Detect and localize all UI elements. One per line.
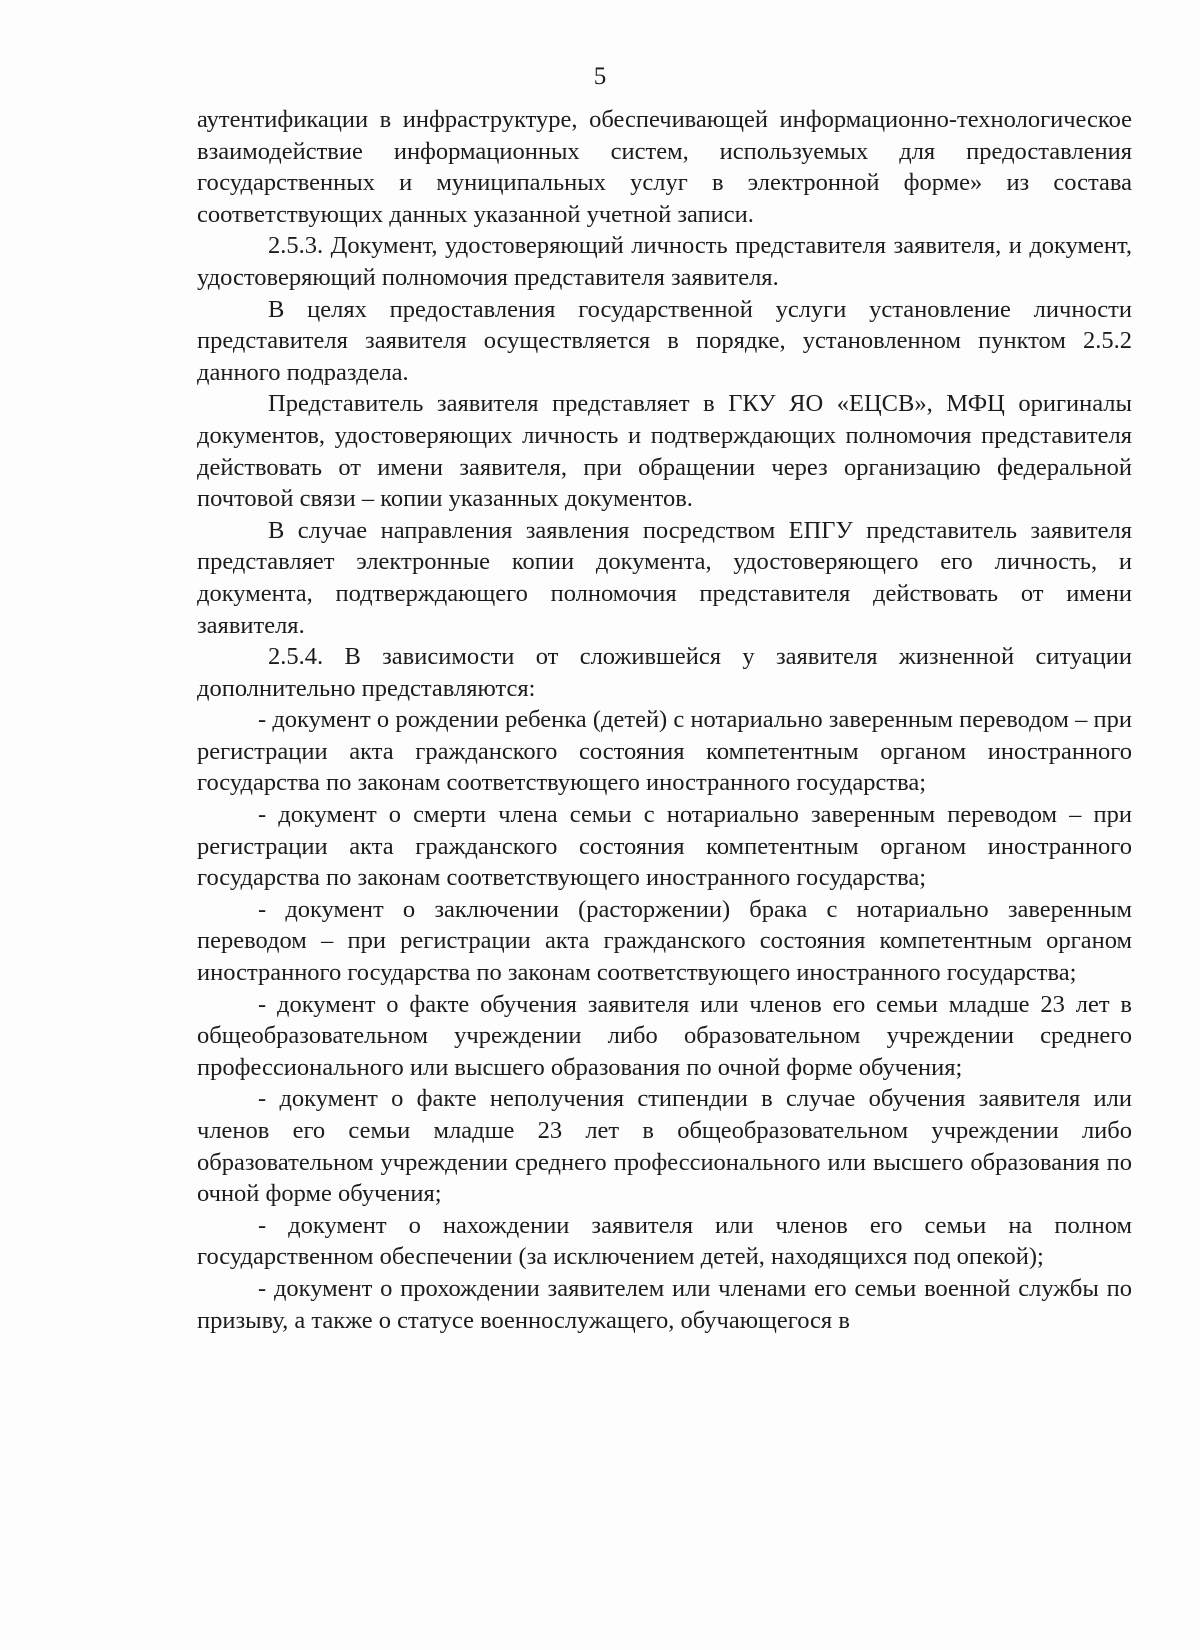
paragraph-representative-originals: Представитель заявителя представляет в ГКУ ЯО «ЕЦСВ», МФЦ оригиналы документов, удостоверяющих личность и подтверждающих полномочия представителя действовать от имени заявителя, при обращении через организацию федеральной почтовой связи – копии указанных документов. [197, 390, 1132, 513]
paragraph-epgu-copies: В случае направления заявления посредством ЕПГУ представитель заявителя представляет электронные копии документа, удостоверяющего его личность, и документа, подтверждающего полномочия представителя действовать от имени заявителя. [197, 516, 1132, 639]
list-item-military-service-document: - документ о прохождении заявителем или членами его семьи военной службы по призыву, а также о статусе военнослужащего, обучающегося в [197, 1274, 1132, 1334]
list-item-state-support-document: - документ о нахождении заявителя или членов его семьи на полном государственном обеспечении (за исключением детей, находящихся под опекой); [197, 1211, 1132, 1271]
page-number: 5 [593, 63, 607, 90]
list-item-scholarship-document: - документ о факте неполучения стипендии в случае обучения заявителя или членов его семьи младше 23 лет в общеобразовательном учреждении либо образовательном учреждении среднего профессионального или высшего образования по очной форме обучения; [197, 1085, 1132, 1208]
paragraph-item-2-5-4: 2.5.4. В зависимости от сложившейся у заявителя жизненной ситуации дополнительно представляются: [197, 643, 1132, 702]
list-item-marriage-document: - документ о заключении (расторжении) брака с нотариально заверенным переводом – при регистрации акта гражданского состояния компетентным органом иностранного государства по законам соответствующего иностранного государства; [197, 895, 1132, 987]
paragraph-identity-establishment: В целях предоставления государственной услуги установление личности представителя заявителя осуществляется в порядке, установленном пунктом 2.5.2 данного подраздела. [197, 295, 1132, 386]
list-item-education-document: - документ о факте обучения заявителя или членов его семьи младше 23 лет в общеобразовательном учреждении либо образовательном учреждении среднего профессионального или высшего образования по очной форме обучения; [197, 990, 1132, 1081]
document-body [197, 104, 1132, 1336]
list-item-birth-document: - документ о рождении ребенка (детей) с нотариально заверенным переводом – при регистрации акта гражданского состояния компетентным органом иностранного государства по законам соответствующего иностранного государства; [197, 706, 1132, 797]
list-item-death-document: - документ о смерти члена семьи с нотариально заверенным переводом – при регистрации акта гражданского состояния компетентным органом иностранного государства по законам соответствующего иностранного государства; [197, 801, 1132, 892]
paragraph-item-2-5-3: 2.5.3. Документ, удостоверяющий личность представителя заявителя, и документ, удостоверяющий полномочия представителя заявителя. [197, 232, 1132, 291]
paragraph-continuation: аутентификации в инфраструктуре, обеспечивающей информационно-технологическое взаимодействие информационных систем, используемых для предоставления государственных и муниципальных услуг в электронной форме» из состава соответствующих данных указанной учетной записи. [197, 106, 1132, 228]
